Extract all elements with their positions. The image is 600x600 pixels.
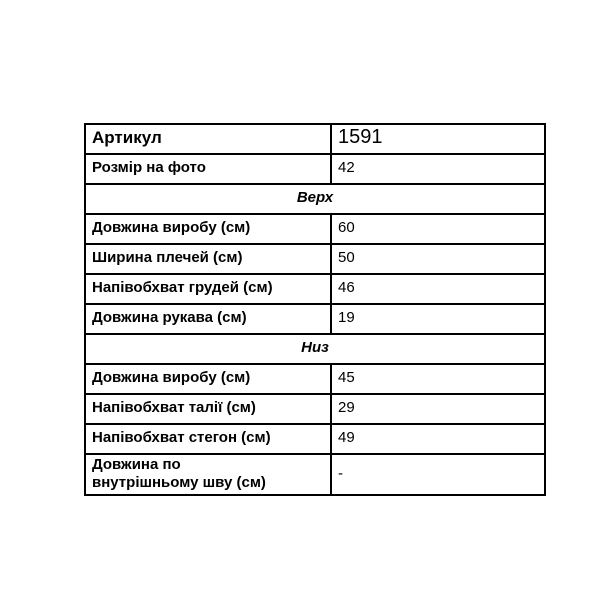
row-value: 49 xyxy=(331,424,545,454)
row-value: 60 xyxy=(331,214,545,244)
row-label: Розмір на фото xyxy=(85,154,331,184)
row-value: 19 xyxy=(331,304,545,334)
row-value: 50 xyxy=(331,244,545,274)
row-label: Ширина плечей (см) xyxy=(85,244,331,274)
table-row xyxy=(85,454,545,495)
row-label: Напівобхват грудей (см) xyxy=(85,274,331,304)
row-value: 42 xyxy=(331,154,545,184)
row-label: Довжина рукава (см) xyxy=(85,304,331,334)
size-chart-table-wrapper xyxy=(84,123,516,496)
row-value: 29 xyxy=(331,394,545,424)
table-row xyxy=(85,394,545,424)
row-label-line-1: Довжина по xyxy=(92,456,181,473)
row-value: 46 xyxy=(331,274,545,304)
table-row xyxy=(85,274,545,304)
row-label xyxy=(85,454,331,495)
table-row xyxy=(85,424,545,454)
row-value: 1591 xyxy=(331,124,545,154)
row-label: Довжина виробу (см) xyxy=(85,364,331,394)
table-row xyxy=(85,304,545,334)
table-row xyxy=(85,154,545,184)
table-row xyxy=(85,214,545,244)
section-label: Низ xyxy=(85,334,545,364)
row-label: Артикул xyxy=(85,124,331,154)
table-row xyxy=(85,124,545,154)
table-section-row xyxy=(85,184,545,214)
row-label-line-2: внутрішньому шву (см) xyxy=(92,473,266,491)
table-row xyxy=(85,364,545,394)
table-row xyxy=(85,244,545,274)
row-label: Напівобхват стегон (см) xyxy=(85,424,331,454)
size-chart-table xyxy=(84,123,546,496)
row-label: Довжина виробу (см) xyxy=(85,214,331,244)
section-label: Верх xyxy=(85,184,545,214)
row-value: - xyxy=(331,454,545,495)
row-label: Напівобхват талії (см) xyxy=(85,394,331,424)
table-section-row xyxy=(85,334,545,364)
row-value: 45 xyxy=(331,364,545,394)
